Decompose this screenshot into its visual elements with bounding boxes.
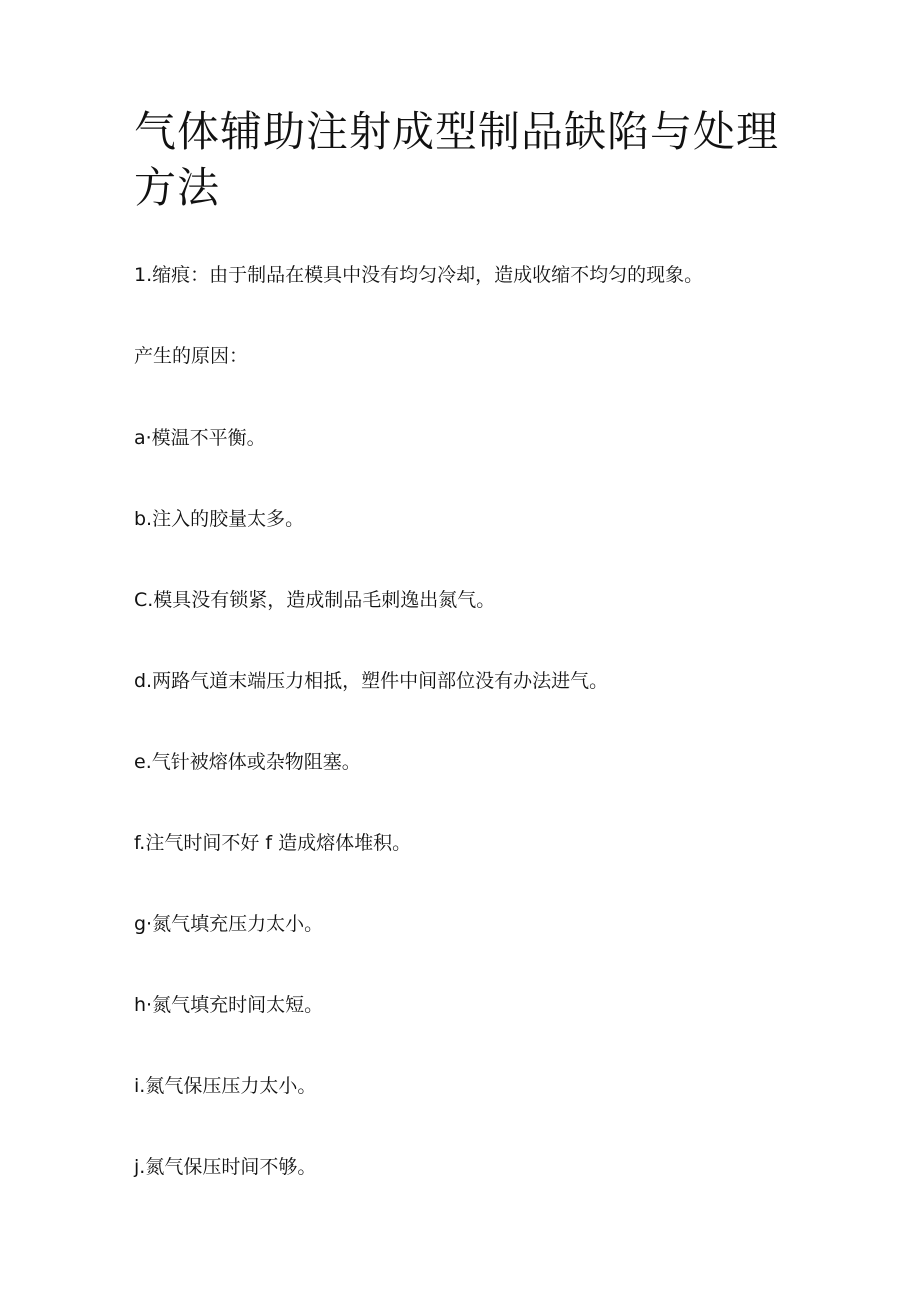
paragraph-cause-b: b.注入的胶量太多。 (134, 508, 305, 530)
paragraph-cause-g: g·氮气填充压力太小。 (134, 913, 324, 935)
document-title: 气体辅助注射成型制品缺陷与处理方法 (134, 107, 780, 212)
paragraph-cause-f: f.注气时间不好 f 造成熔体堆积。 (134, 832, 412, 854)
paragraph-shrinkage-definition: 1.缩痕：由于制品在模具中没有均匀冷却，造成收缩不均匀的现象。 (134, 264, 704, 286)
paragraph-cause-c: C.模具没有锁紧，造成制品毛刺逸出氮气。 (134, 589, 496, 611)
paragraph-cause-j: j.氮气保压时间不够。 (134, 1156, 317, 1178)
paragraph-cause-d: d.两路气道末端压力相抵，塑件中间部位没有办法进气。 (134, 670, 609, 692)
paragraph-cause-e: e.气针被熔体或杂物阻塞。 (134, 751, 361, 773)
paragraph-cause-i: i.氮气保压压力太小。 (134, 1075, 317, 1097)
paragraph-cause-h: h·氮气填充时间太短。 (134, 994, 324, 1016)
paragraph-causes-heading: 产生的原因： (134, 345, 249, 367)
paragraph-cause-a: a·模温不平衡。 (134, 427, 266, 449)
